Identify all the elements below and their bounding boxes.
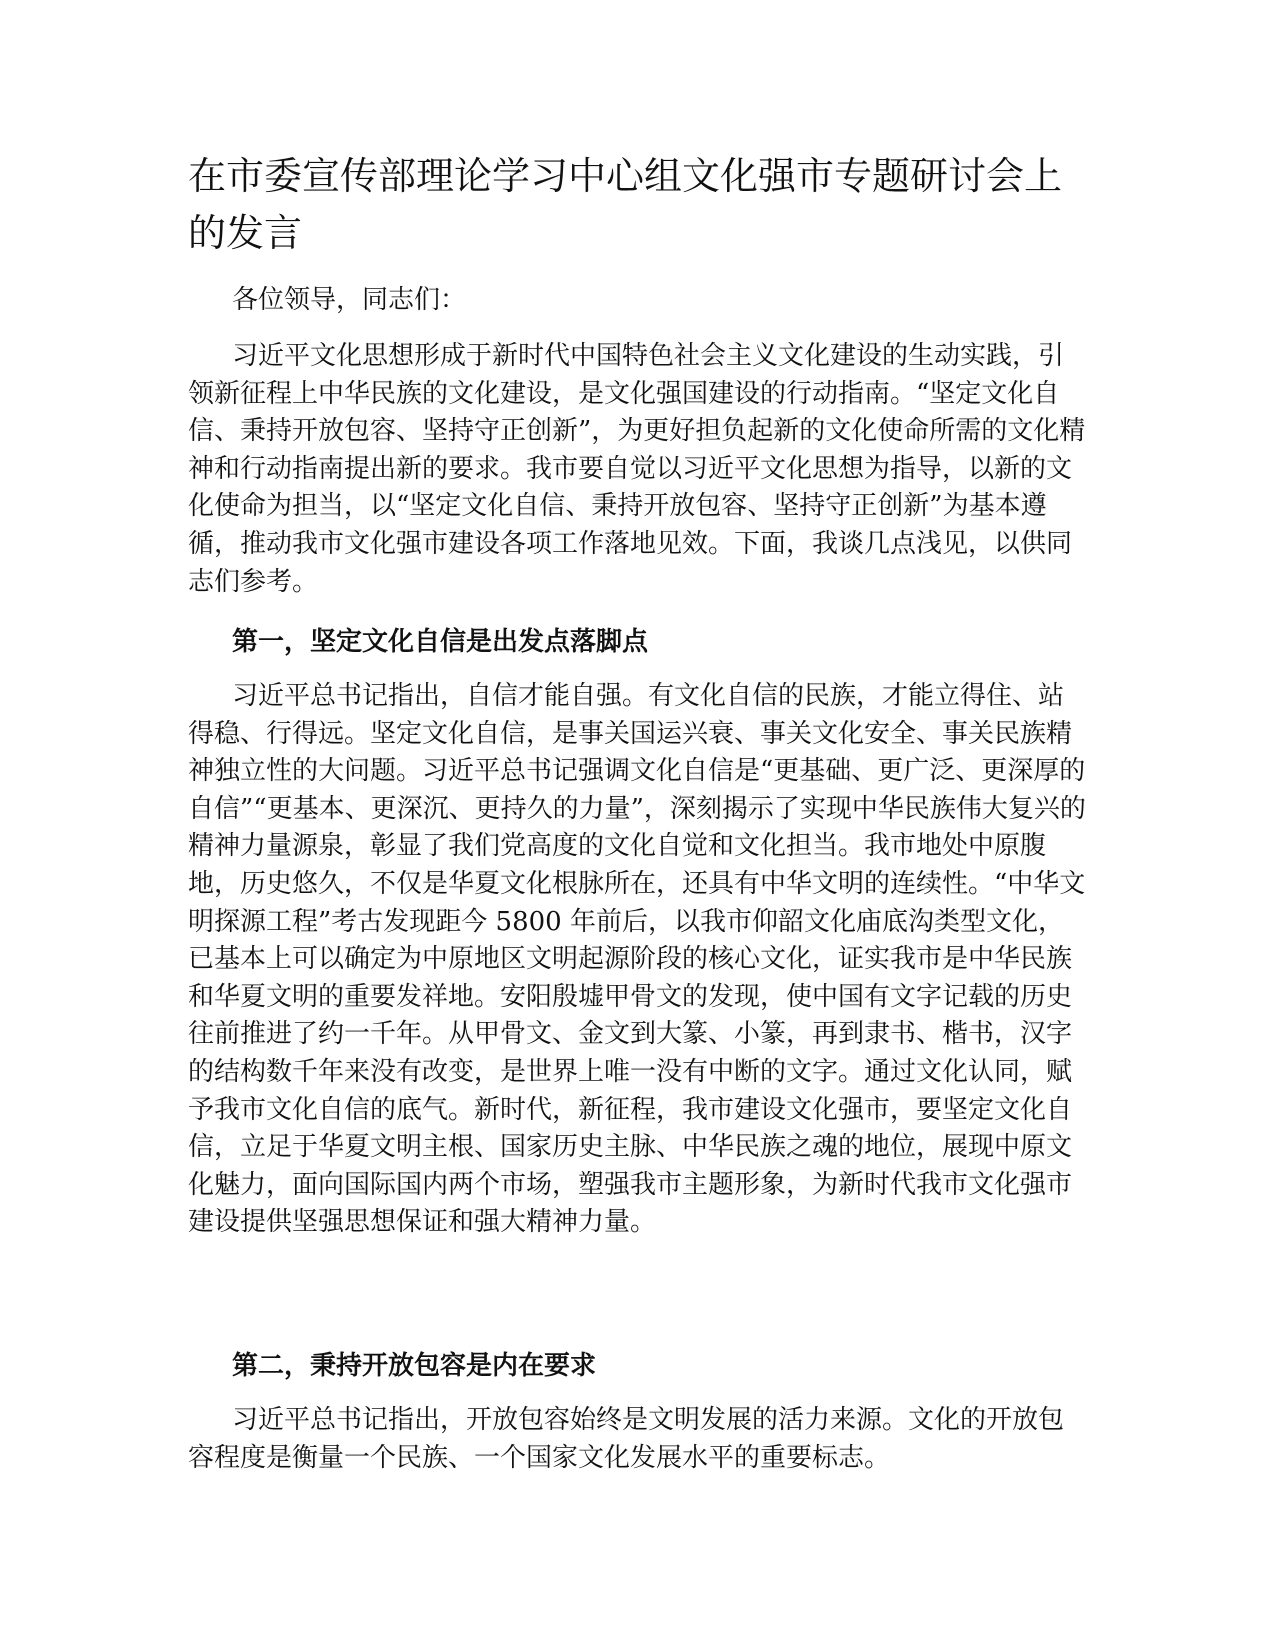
salutation: 各位领导，同志们： — [232, 285, 467, 315]
document-title: 在市委宣传部理论学习中心组文化强市专题研讨会上的发言 — [188, 154, 1063, 255]
heading-text: 第二，秉持开放包容是内在要求 — [232, 1351, 597, 1381]
body-paragraph-2 — [188, 678, 1088, 1242]
body-paragraph-3 — [188, 1402, 1088, 1477]
section-heading-2 — [188, 1348, 1088, 1386]
body-paragraph-1 — [188, 338, 1088, 601]
paragraph-text: 习近平文化思想形成于新时代中国特色社会主义文化建设的生动实践，引领新征程上中华民族的文化建设，是文化强国建设的行动指南。“坚定文化自信、秉持开放包容、坚持守正创新”，为更好担负起新的文化使命所需的文化精神和行动指南提出新的要求。我市要自觉以习近平文化思想为指导，以新的文化使命为担当，以“坚定文化自信、秉持开放包容、坚持守正创新”为基本遵循，推动我市文化强市建设各项工作落地见效。下面，我谈几点浅见，以供同志们参考。 — [188, 341, 1086, 597]
section-heading-1 — [188, 624, 1088, 662]
paragraph-text: 习近平总书记指出，自信才能自强。有文化自信的民族，才能立得住、站得稳、行得远。坚定文化自信，是事关国运兴衰、事关文化安全、事关民族精神独立性的大问题。习近平总书记强调文化自信是“更基础、更广泛、更深厚的自信”“更基本、更深沉、更持久的力量”，深刻揭示了实现中华民族伟大复兴的精神力量源泉，彰显了我们党高度的文化自觉和文化担当。我市地处中原腹地，历史悠久，不仅是华夏文化根脉所在，还具有中华文明的连续性。“中华文明探源工程”考古发现距今 5800 年前后，以我市仰韶文化庙底沟类型文化，已基本上可以确定为中原地区文明起源阶段的核心文化，证实我市是中华民族和华夏文明的重要发祥地。安阳殷墟甲骨文的发现，使中国有文字记载的历史往前推进了约一千年。从甲骨文、金文到大篆、小篆，再到隶书、楷书，汉字的结构数千年来没有改变，是世界上唯一没有中断的文字。通过文化认同，赋予我市文化自信的底气。新时代，新征程，我市建设文化强市，要坚定文化自信，立足于华夏文明主根、国家历史主脉、中华民族之魂的地位，展现中原文化魅力，面向国际国内两个市场，塑强我市主题形象，为新时代我市文化强市建设提供坚强思想保证和强大精神力量。 — [188, 681, 1086, 1238]
heading-text: 第一，坚定文化自信是出发点落脚点 — [232, 627, 649, 657]
paragraph-text: 习近平总书记指出，开放包容始终是文明发展的活力来源。文化的开放包容程度是衡量一个民族、一个国家文化发展水平的重要标志。 — [188, 1405, 1065, 1473]
